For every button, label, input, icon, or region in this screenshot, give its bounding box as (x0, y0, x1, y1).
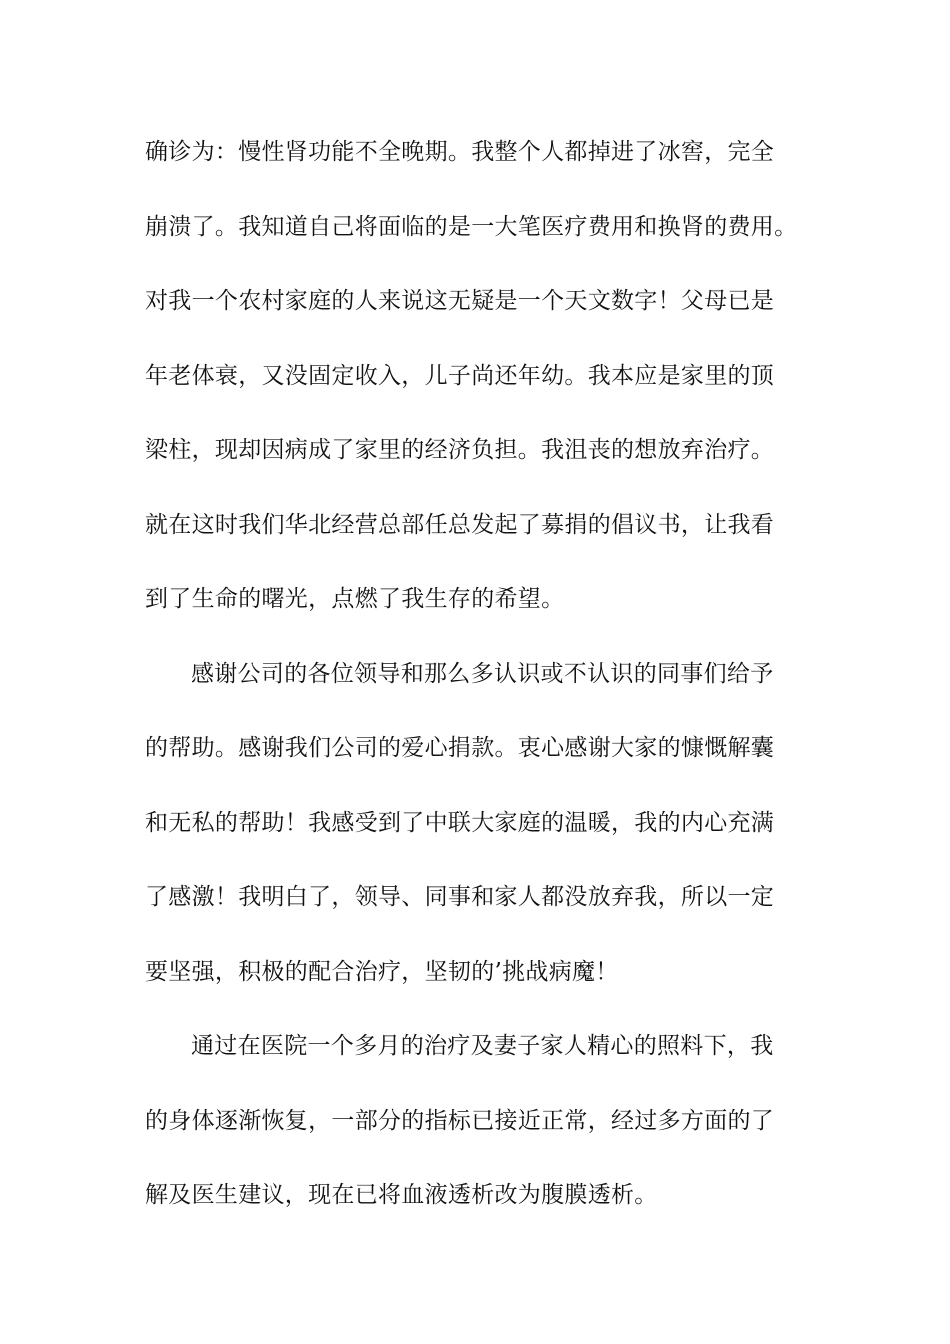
text-line: 要坚强，积极的配合治疗，坚韧的’挑战病魔！ (145, 958, 619, 985)
document-body (145, 115, 825, 1233)
text-line: 就在这时我们华北经营总部任总发起了募捐的倡议书，让我看 (145, 511, 775, 538)
text-line: 崩溃了。我知道自己将面临的是一大笔医疗费用和换肾的费用。 (145, 213, 798, 240)
text-line: 了感激！我明白了，领导、同事和家人都没放弃我，所以一定 (145, 884, 775, 910)
text-line: 到了生命的曙光，点燃了我生存的希望。 (145, 586, 565, 612)
text-line: 对我一个农村家庭的人来说这无疑是一个天文数字！父母已是 (145, 288, 775, 314)
text-line: 确诊为：慢性肾功能不全晚期。我整个人都掉进了冰窖，完全 (145, 139, 775, 165)
paragraph-first-line: 通过在医院一个多月的治疗及妻子家人精心的照料下，我 (191, 1033, 774, 1059)
text-line: 的帮助。感谢我们公司的爱心捐款。衷心感谢大家的慷慨解囊 (145, 735, 775, 761)
text-line: 年老体衰，又没固定收入，儿子尚还年幼。我本应是家里的顶 (145, 362, 775, 389)
text-line: 的身体逐渐恢复，一部分的指标已接近正常，经过多方面的了 (145, 1107, 775, 1134)
text-line: 和无私的帮助！我感受到了中联大家庭的温暖，我的内心充满 (145, 809, 775, 836)
text-line: 梁柱，现却因病成了家里的经济负担。我沮丧的想放弃治疗。 (145, 437, 775, 463)
text-line: 解及医生建议，现在已将血液透析改为腹膜透析。 (145, 1182, 658, 1208)
paragraph-first-line: 感谢公司的各位领导和那么多认识或不认识的同事们给予 (191, 660, 774, 687)
